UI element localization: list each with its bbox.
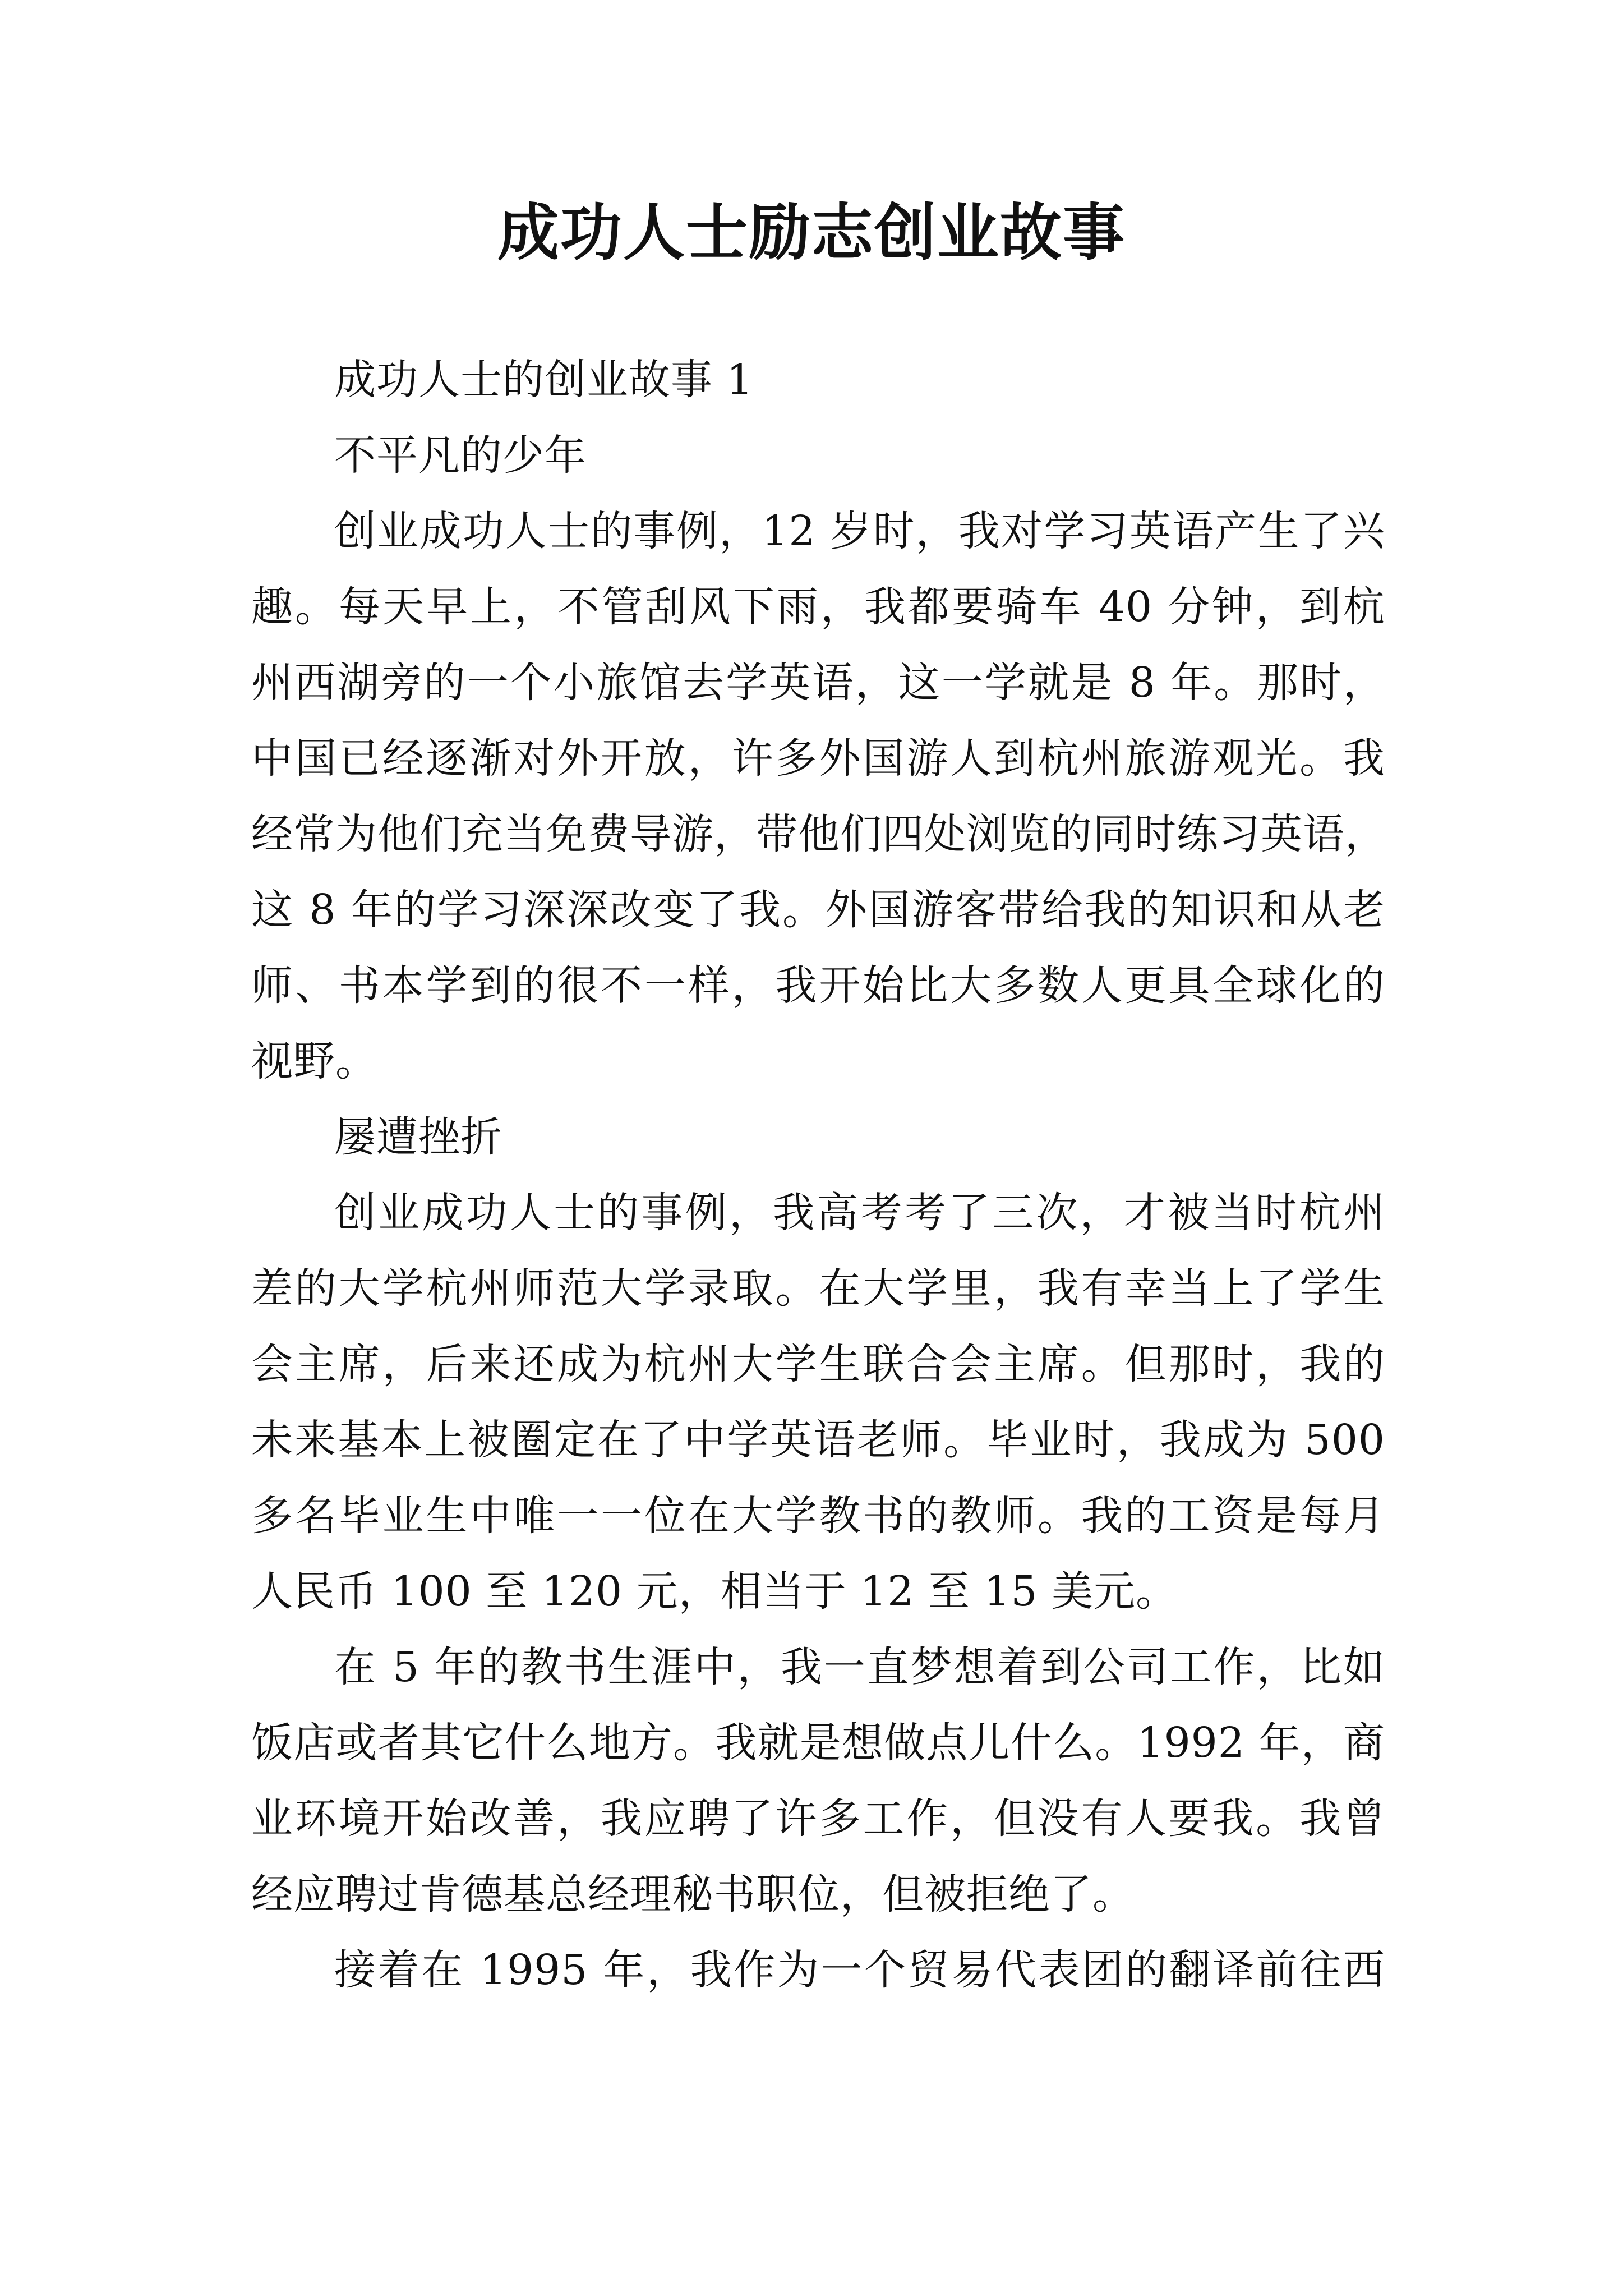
text-line: 会主席，后来还成为杭州大学生联合会主席。但那时，我的	[251, 1340, 1385, 1388]
text-line: 人民币 100 至 120 元，相当于 12 至 15 美元。	[251, 1567, 1178, 1616]
text-line: 屡遭挫折	[334, 1113, 502, 1161]
text-line: 创业成功人士的事例，我高考考了三次，才被当时杭州	[334, 1189, 1385, 1237]
text-line: 创业成功人士的事例，12 岁时，我对学习英语产生了兴	[334, 507, 1385, 555]
text-line: 州西湖旁的一个小旅馆去学英语，这一学就是 8 年。那时，	[251, 659, 1385, 707]
text-line: 成功人士的创业故事 1	[334, 356, 754, 404]
text-line: 多名毕业生中唯一一位在大学教书的教师。我的工资是每月	[251, 1492, 1385, 1540]
document-title: 成功人士励志创业故事	[497, 196, 1126, 269]
text-line: 趣。每天早上，不管刮风下雨，我都要骑车 40 分钟，到杭	[251, 583, 1385, 631]
text-line: 经应聘过肯德基总经理秘书职位，但被拒绝了。	[251, 1870, 1135, 1918]
text-line: 视野。	[251, 1037, 377, 1085]
text-line: 饭店或者其它什么地方。我就是想做点儿什么。1992 年，商	[251, 1719, 1385, 1767]
text-line: 差的大学杭州师范大学录取。在大学里，我有幸当上了学生	[251, 1264, 1385, 1313]
text-line: 这 8 年的学习深深改变了我。外国游客带给我的知识和从老	[251, 886, 1385, 934]
text-line: 业环境开始改善，我应聘了许多工作，但没有人要我。我曾	[251, 1795, 1385, 1843]
text-line: 未来基本上被圈定在了中学英语老师。毕业时，我成为 500	[251, 1416, 1385, 1464]
text-line: 经常为他们充当免费导游，带他们四处浏览的同时练习英语，	[251, 810, 1387, 858]
text-line: 中国已经逐渐对外开放，许多外国游人到杭州旅游观光。我	[251, 734, 1385, 783]
text-line: 不平凡的少年	[334, 431, 587, 480]
text-line: 在 5 年的教书生涯中，我一直梦想着到公司工作，比如	[334, 1643, 1385, 1691]
document-body	[251, 342, 1385, 2008]
text-line: 接着在 1995 年，我作为一个贸易代表团的翻译前往西	[334, 1946, 1385, 1994]
text-line: 师、书本学到的很不一样，我开始比大多数人更具全球化的	[251, 961, 1385, 1010]
